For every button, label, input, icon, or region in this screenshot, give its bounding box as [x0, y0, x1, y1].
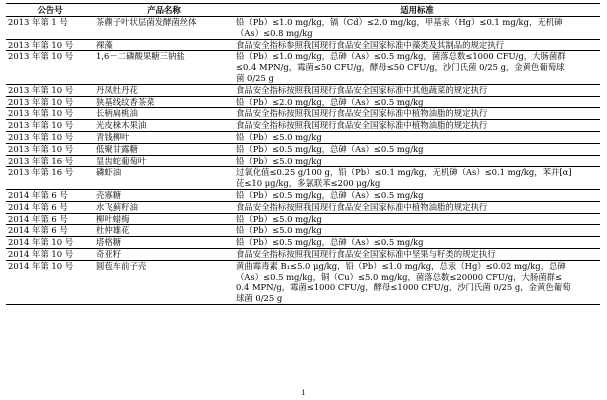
- cell-standard: 铅（Pb）≤2.0 mg/kg，总砷（As）≤0.5 mg/kg: [234, 96, 600, 108]
- cell-product: 柳叶蜡梅: [94, 213, 234, 225]
- cell-notice: 2013 年第 10 号: [6, 39, 94, 51]
- cell-standard: 铅（Pb）≤0.5 mg/kg，总砷（As）≤0.5 mg/kg: [234, 237, 600, 249]
- cell-standard: 铅（Pb）≤1.0 mg/kg，总砷（As）≤0.5 mg/kg，菌落总数≤1000 CFU/g，大肠菌群 ≤0.4 MPN/g，霉菌≤50 CFU/g，酵母≤50 CFU/g，沙门氏菌 0/25 g，金黄色葡萄球 菌 0/25 g: [234, 51, 600, 84]
- cell-product: 水飞蓟籽油: [94, 201, 234, 213]
- table-row: [6, 225, 600, 237]
- table-row: [6, 167, 600, 190]
- cell-product: 丹凤牡丹花: [94, 84, 234, 96]
- cell-product: 青钱柳叶: [94, 131, 234, 143]
- cell-standard: 食品安全指标按照我国现行食品安全国家标准中植物油脂的规定执行: [234, 201, 600, 213]
- table-row: [6, 84, 600, 96]
- table-body: [6, 17, 600, 305]
- cell-standard: 过氧化值≤0.25 g/100 g，铅（Pb）≤0.1 mg/kg，无机砷（As）≤0.1 mg/kg，苯并[α] 芘≤10 μg/kg，多氯联苯≤200 μg/kg: [234, 167, 600, 190]
- cell-standard: 铅（Pb）≤0.5 mg/kg，总砷（As）≤0.5 mg/kg: [234, 189, 600, 201]
- cell-product: 圆苞车前子壳: [94, 260, 234, 304]
- cell-notice: 2013 年第 1 号: [6, 17, 94, 40]
- cell-notice: 2013 年第 10 号: [6, 96, 94, 108]
- cell-notice: 2013 年第 10 号: [6, 143, 94, 155]
- header-product: 产品名称: [94, 4, 234, 17]
- cell-standard: 黄曲霉毒素 B₁≤5.0 μg/kg，铅（Pb）≤1.0 mg/kg，总汞（Hg）≤0.02 mg/kg，总砷 （As）≤0.5 mg/kg，铜（Cu）≤5.0 mg/kg，菌落总数≤20000 CFU/g，大肠菌群≤ 0.4 MPN/g，霉菌≤1000 CFU/g，酵母≤1000 CFU/g，沙门氏菌 0/25 g，金黄色葡萄 球菌 0/25 g: [234, 260, 600, 304]
- cell-notice: 2013 年第 10 号: [6, 108, 94, 120]
- table-row: [6, 131, 600, 143]
- standards-table: [6, 3, 600, 305]
- cell-notice: 2014 年第 6 号: [6, 189, 94, 201]
- cell-notice: 2013 年第 10 号: [6, 51, 94, 84]
- cell-product: 狭基线纹香茶菜: [94, 96, 234, 108]
- cell-notice: 2013 年第 10 号: [6, 131, 94, 143]
- cell-product: 长柄扁桃油: [94, 108, 234, 120]
- table-row: [6, 120, 600, 132]
- cell-product: 显齿蛇葡萄叶: [94, 155, 234, 167]
- cell-product: 光皮梾木果油: [94, 120, 234, 132]
- cell-standard: 铅（Pb）≤5.0 mg/kg: [234, 155, 600, 167]
- table-row: [6, 155, 600, 167]
- cell-standard: 食品安全指标按照我国现行食品安全国家标准中植物油脂的规定执行: [234, 108, 600, 120]
- cell-notice: 2013 年第 10 号: [6, 120, 94, 132]
- table-row: [6, 39, 600, 51]
- cell-notice: 2014 年第 10 号: [6, 260, 94, 304]
- cell-product: 壳寡糖: [94, 189, 234, 201]
- cell-product: 裸藻: [94, 39, 234, 51]
- table-row: [6, 96, 600, 108]
- cell-standard: 铅（Pb）≤0.5 mg/kg，总砷（As）≤0.5 mg/kg: [234, 143, 600, 155]
- cell-standard: 食品安全指标按照我国现行食品安全国家标准中坚果与籽类的规定执行: [234, 248, 600, 260]
- table-row: [6, 237, 600, 249]
- cell-notice: 2013 年第 16 号: [6, 167, 94, 190]
- table-row: [6, 108, 600, 120]
- cell-product: 杜仲雄花: [94, 225, 234, 237]
- table-row: [6, 213, 600, 225]
- cell-notice: 2014 年第 10 号: [6, 248, 94, 260]
- header-standard: 适用标准: [234, 4, 600, 17]
- cell-notice: 2013 年第 10 号: [6, 84, 94, 96]
- table-row: [6, 51, 600, 84]
- cell-notice: 2014 年第 6 号: [6, 213, 94, 225]
- header-notice: 公告号: [6, 4, 94, 17]
- cell-notice: 2014 年第 10 号: [6, 237, 94, 249]
- table-row: [6, 17, 600, 40]
- cell-product: 奇亚籽: [94, 248, 234, 260]
- table-header-row: [6, 4, 600, 17]
- cell-standard: 食品安全指标参照我国现行食品安全国家标准中藻类及其制品的规定执行: [234, 39, 600, 51]
- cell-standard: 食品安全指标按照我国现行食品安全国家标准中植物油脂的规定执行: [234, 120, 600, 132]
- cell-product: 1,6－二磷酸果糖三钠盐: [94, 51, 234, 84]
- table-row: [6, 189, 600, 201]
- cell-standard: 铅（Pb）≤5.0 mg/kg: [234, 131, 600, 143]
- page-number: 1: [301, 389, 306, 397]
- cell-standard: 铅（Pb）≤1.0 mg/kg，镉（Cd）≤2.0 mg/kg，甲基汞（Hg）≤0.1 mg/kg，无机砷 （As）≤0.8 mg/kg: [234, 17, 600, 40]
- table-row: [6, 260, 600, 304]
- cell-product: 茶藨子叶状层菌发酵菌丝体: [94, 17, 234, 40]
- cell-product: 塔格糖: [94, 237, 234, 249]
- cell-notice: 2013 年第 16 号: [6, 155, 94, 167]
- cell-standard: 铅（Pb）≤5.0 mg/kg: [234, 225, 600, 237]
- cell-product: 低聚甘露糖: [94, 143, 234, 155]
- cell-standard: 铅（Pb）≤5.0 mg/kg: [234, 213, 600, 225]
- cell-standard: 食品安全指标按照我国现行食品安全国家标准中其他蔬菜的规定执行: [234, 84, 600, 96]
- table-row: [6, 248, 600, 260]
- cell-product: 磷虾油: [94, 167, 234, 190]
- table-row: [6, 201, 600, 213]
- cell-notice: 2014 年第 6 号: [6, 201, 94, 213]
- cell-notice: 2014 年第 6 号: [6, 225, 94, 237]
- table-row: [6, 143, 600, 155]
